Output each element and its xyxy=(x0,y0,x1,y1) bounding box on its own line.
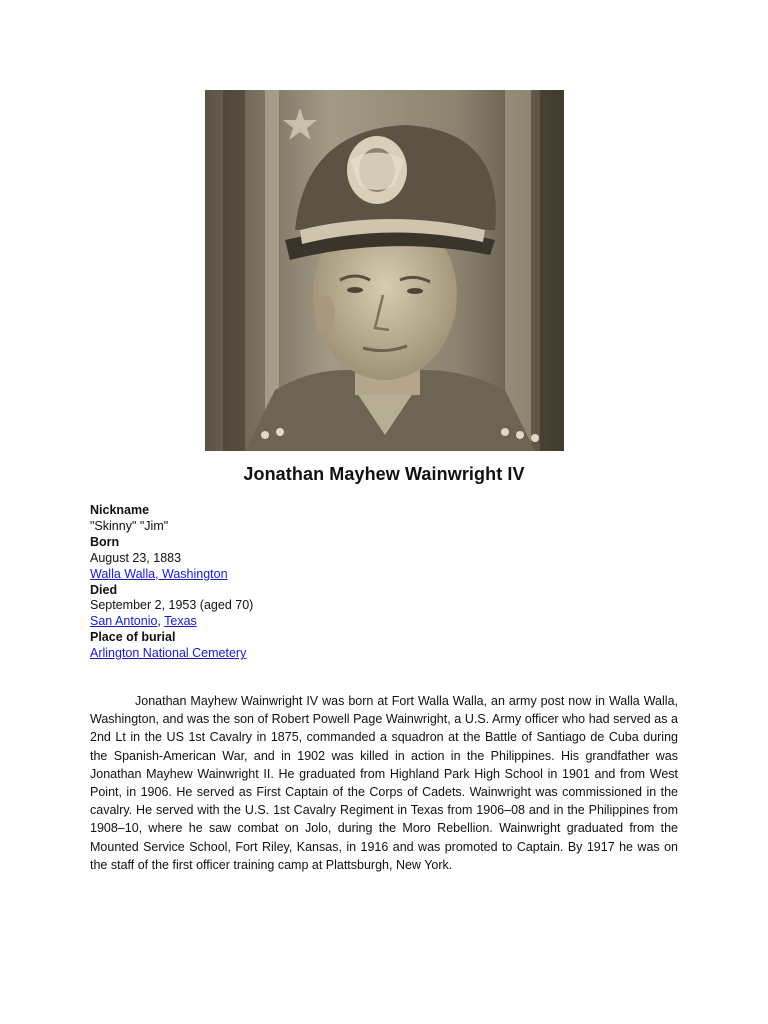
born-date: August 23, 1883 xyxy=(90,550,182,565)
died-date: September 2, 1953 (aged 70) xyxy=(90,598,254,613)
page-title: Jonathan Mayhew Wainwright IV xyxy=(243,464,525,484)
biography-paragraph: Jonathan Mayhew Wainwright IV was born at Fort Walla Walla, an army post now in Walla Walla, Washington, and was the son of Robert Powell Page Wainwright, a U.S. Army officer who had served as a 2nd Lt in the US 1st Cavalry in 1875, commanded a squadron at the Battle of Santiago de Cuba during the Spanish-American War, and in 1902 was killed in action in the Philippines. His grandfather was Jonathan Mayhew Wainwright II. He graduated from Highland Park High School in 1901 and from West Point, in 1906. He served as First Captain of the Corps of Cadets. Wainwright was commissioned in the cavalry. He served with the U.S. 1st Cavalry Regiment in Texas from 1906–08 and in the Philippines from 1908–10, where he saw combat on Jolo, during the Moro Rebellion. Wainwright graduated from the Mounted Service School, Fort Riley, Kansas, in 1916 and was promoted to Captain. By 1917 he was on the staff of the first officer training camp at Plattsburgh, New York. xyxy=(90,694,678,872)
born-place-link[interactable]: Walla Walla, Washington xyxy=(90,566,228,581)
died-place-separator: , xyxy=(157,614,165,629)
nickname-value: "Skinny" "Jim" xyxy=(90,518,169,533)
died-place xyxy=(90,614,490,630)
portrait-photo xyxy=(205,90,564,451)
portrait-illustration xyxy=(205,90,564,451)
born-label: Born xyxy=(90,534,120,549)
died-city-link[interactable]: San Antonio xyxy=(90,614,158,629)
infobox xyxy=(90,503,490,662)
died-label: Died xyxy=(90,582,118,597)
died-state-link[interactable]: Texas xyxy=(164,614,197,629)
burial-label: Place of burial xyxy=(90,630,176,645)
nickname-label: Nickname xyxy=(90,503,150,517)
burial-place-link[interactable]: Arlington National Cemetery xyxy=(90,646,247,661)
